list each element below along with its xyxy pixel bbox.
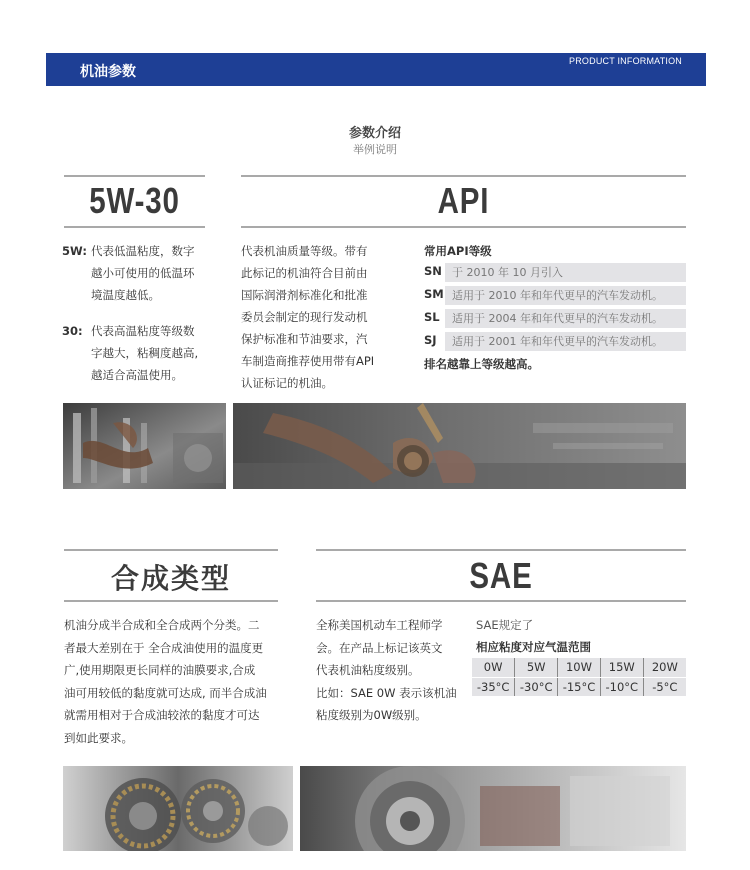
table-row: [472, 677, 686, 696]
api-grade-text: 适用于 2010 年和年代更早的汽车发动机。: [445, 286, 686, 305]
desc-line: 到如此要求。: [64, 730, 133, 745]
grade-cell: 15W: [600, 658, 643, 677]
desc-line: 越适合高温使用。: [91, 368, 183, 382]
api-grade-text: 于 2010 年 10 月引入: [445, 263, 686, 282]
desc-line: 此标记的机油符合目前由: [241, 266, 368, 280]
section-subtitle: 举例说明: [353, 143, 397, 156]
desc-line: 境温度越低。: [91, 288, 160, 302]
desc-line: 机油分成半合成和全合成两个分类。二: [64, 618, 260, 632]
divider-bottom: [64, 600, 278, 602]
divider-bottom: [241, 226, 686, 228]
divider-top: [64, 175, 205, 177]
grade-cell: 0W: [472, 658, 515, 677]
api-grade-code: SN: [424, 264, 442, 278]
grade-cell: 5W: [515, 658, 558, 677]
synthetic-heading: 合成类型: [110, 563, 231, 594]
desc-line: 代表机油粘度级别。: [316, 663, 420, 677]
synthetic-description: [64, 614, 284, 749]
term-5w-desc: [91, 240, 221, 306]
desc-line: 代表低温粘度，数字: [91, 244, 195, 258]
divider-top: [64, 549, 278, 551]
api-grade-row: [424, 263, 686, 282]
desc-line: 委员会制定的现行发动机: [241, 310, 368, 324]
viscosity-heading: 5W-30: [89, 180, 180, 221]
temp-cell: -5°C: [643, 677, 686, 696]
desc-line: 字越大，粘稠度越高,: [91, 346, 199, 360]
banner-subtitle: PRODUCT INFORMATION: [569, 56, 682, 66]
term-30: 30:: [62, 324, 83, 338]
wheel-hub-photo: [300, 766, 686, 851]
sae-description: [316, 614, 464, 727]
api-note: 排名越靠上等级越高。: [424, 357, 539, 371]
api-grade-row: [424, 332, 686, 351]
desc-line: 国际润滑剂标准化和批准: [241, 288, 368, 302]
api-grade-code: SM: [424, 287, 444, 301]
divider-top: [316, 549, 686, 551]
term-30-desc: [91, 320, 221, 386]
grade-cell: 20W: [643, 658, 686, 677]
api-grade-row: [424, 286, 686, 305]
api-list-title: 常用API等级: [424, 244, 492, 258]
temp-cell: -15°C: [558, 677, 601, 696]
temp-cell: -10°C: [600, 677, 643, 696]
desc-line: 全称美国机动车工程师学: [316, 618, 443, 632]
divider-bottom: [316, 600, 686, 602]
desc-line: 广,使用期限更长同样的油膜要求,合成: [64, 663, 256, 677]
desc-line: 车制造商推荐使用带有API: [241, 354, 375, 368]
desc-line: 保护标准和节油要求，汽: [241, 332, 368, 346]
api-description: [241, 240, 391, 394]
api-grade-text: 适用于 2004 年和年代更早的汽车发动机。: [445, 309, 686, 328]
sae-heading: SAE: [469, 555, 533, 596]
desc-line: 代表高温粘度等级数: [91, 324, 195, 338]
term-5w: 5W:: [62, 244, 87, 258]
header-banner: [46, 53, 706, 86]
banner-title: 机油参数: [80, 64, 136, 80]
desc-line: 会。在产品上标记该英文: [316, 640, 443, 655]
section-title: 参数介绍: [348, 126, 401, 141]
desc-line: 粘度级别为0W级别。: [316, 708, 427, 722]
table-row: [472, 658, 686, 677]
divider-top: [241, 175, 686, 177]
desc-line: 者最大差别在于 全合成油使用的温度更: [64, 640, 264, 655]
desc-line: 认证标记的机油。: [241, 376, 333, 390]
temp-cell: -30°C: [515, 677, 558, 696]
grade-cell: 10W: [558, 658, 601, 677]
desc-line: 比如：SAE 0W 表示该机油: [316, 685, 457, 700]
mechanic-hands-photo: [233, 403, 686, 489]
sae-temperature-table: [472, 658, 686, 696]
desc-line: 越小可使用的低温环: [91, 266, 195, 280]
engine-valves-photo: [63, 403, 226, 489]
divider-bottom: [64, 226, 205, 228]
api-grade-text: 适用于 2001 年和年代更早的汽车发动机。: [445, 332, 686, 351]
api-heading: API: [437, 180, 490, 221]
sae-range-title: 相应粘度对应气温范围: [476, 640, 591, 654]
api-grade-row: [424, 309, 686, 328]
gear-chain-photo: [63, 766, 293, 851]
api-grade-code: SJ: [424, 333, 437, 347]
desc-line: 油可用较低的黏度就可达成, 而半合成油: [64, 685, 267, 700]
desc-line: 代表机油质量等级。带有: [241, 244, 368, 258]
temp-cell: -35°C: [472, 677, 515, 696]
desc-line: 就需用相对于合成油较浓的黏度才可达: [64, 708, 260, 722]
sae-label: SAE规定了: [476, 618, 534, 632]
api-grade-code: SL: [424, 310, 440, 324]
